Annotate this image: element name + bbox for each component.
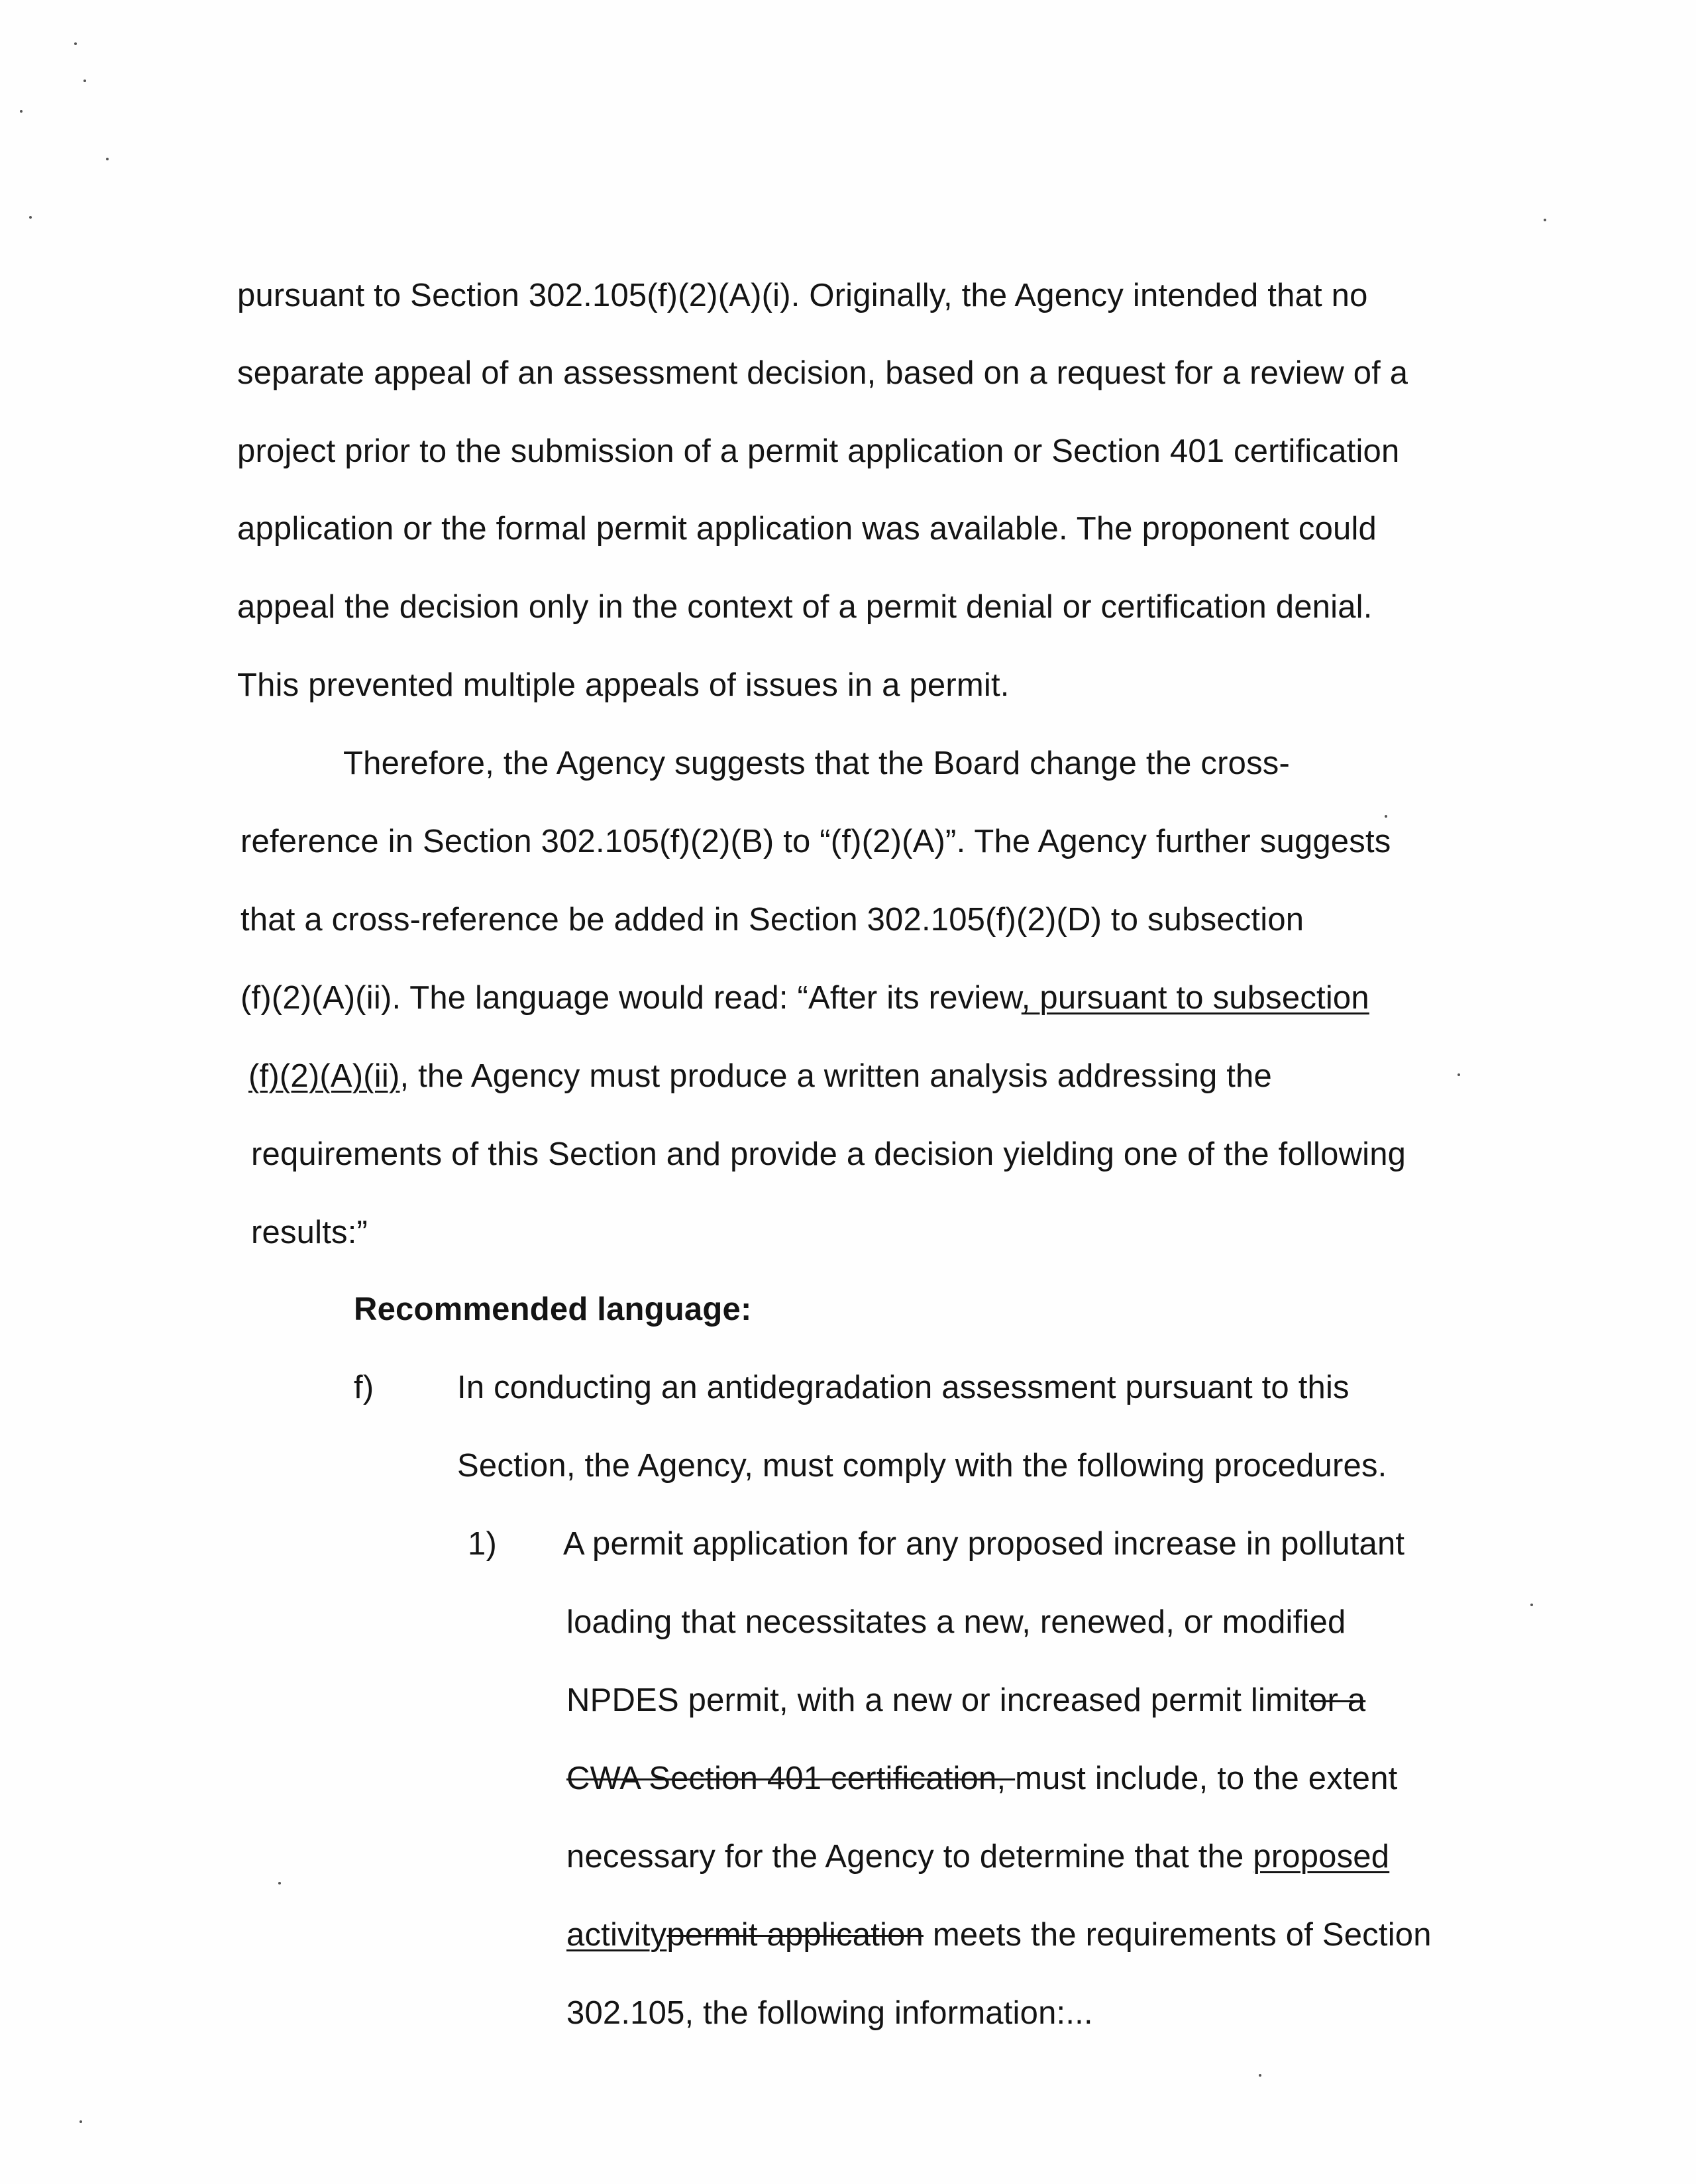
scan-speck [80, 2120, 82, 2123]
plain-text: NPDES permit, with a new or increased permit limit [566, 1682, 1310, 1718]
deleted-text: permit application [666, 1917, 924, 1953]
scan-speck [20, 110, 23, 113]
paragraph-1-line: This prevented multiple appeals of issues in a permit. [237, 667, 1010, 703]
item-1-line: A permit application for any proposed increase in pollutant [563, 1526, 1405, 1562]
paragraph-2-line: Therefore, the Agency suggests that the Board change the cross- [343, 745, 1291, 781]
plain-text: necessary for the Agency to determine that the [566, 1839, 1253, 1875]
item-1-line [566, 1837, 1389, 1877]
scan-speck [1385, 815, 1387, 818]
scan-speck [74, 42, 77, 45]
plain-text: , the Agency must produce a written analysis addressing the [399, 1058, 1272, 1094]
paragraph-2-line [240, 978, 1369, 1018]
paragraph-1-line: pursuant to Section 302.105(f)(2)(A)(i). Originally, the Agency intended that no [237, 278, 1368, 313]
paragraph-2-line: reference in Section 302.105(f)(2)(B) to “(f)(2)(A)”. The Agency further suggests [240, 824, 1391, 859]
scan-speck [278, 1882, 281, 1884]
scan-speck [1530, 1604, 1533, 1606]
paragraph-1-line: project prior to the submission of a permit application or Section 401 certification [237, 433, 1400, 469]
item-1-line [566, 1915, 1432, 1955]
inserted-text: activity [566, 1917, 667, 1953]
paragraph-2-line: requirements of this Section and provide a decision yielding one of the following [251, 1136, 1406, 1172]
inserted-text: (f)(2)(A)(ii) [248, 1058, 400, 1094]
plain-text: meets the requirements of Section [924, 1917, 1432, 1953]
scan-speck [29, 216, 32, 219]
plain-text: (f)(2)(A)(ii). The language would read: “After its review [240, 980, 1022, 1016]
item-1-line: 302.105, the following information:... [566, 1995, 1093, 2031]
scan-speck [1544, 219, 1546, 221]
paragraph-2-line [248, 1056, 1272, 1096]
deleted-text: or a [1309, 1682, 1366, 1718]
deleted-text: CWA Section 401 certification, [566, 1761, 1016, 1796]
subsection-f-line: Section, the Agency, must comply with the following procedures. [457, 1448, 1387, 1484]
scan-speck [1458, 1073, 1460, 1076]
list-marker-1: 1) [468, 1526, 497, 1562]
inserted-text: , pursuant to subsection [1021, 980, 1369, 1016]
paragraph-1-line: separate appeal of an assessment decision, based on a request for a review of a [237, 355, 1408, 391]
paragraph-1-line: application or the formal permit application was available. The proponent could [237, 511, 1377, 547]
paragraph-2-line: results:” [251, 1215, 368, 1250]
paragraph-1-line: appeal the decision only in the context of a permit denial or certification denial. [237, 589, 1373, 625]
subsection-f-line: In conducting an antidegradation assessment pursuant to this [457, 1370, 1350, 1405]
recommended-heading: Recommended language: [354, 1291, 752, 1327]
list-marker-f: f) [354, 1370, 374, 1405]
plain-text: must include, to the extent [1015, 1761, 1398, 1796]
item-1-line: loading that necessitates a new, renewed, or modified [566, 1604, 1346, 1640]
inserted-text: proposed [1253, 1839, 1390, 1875]
paragraph-2-line: that a cross-reference be added in Section 302.105(f)(2)(D) to subsection [240, 902, 1304, 938]
item-1-line [566, 1759, 1398, 1798]
scan-speck [106, 158, 109, 160]
item-1-line [566, 1680, 1365, 1720]
scan-speck [1259, 2074, 1261, 2077]
scan-speck [83, 80, 86, 82]
